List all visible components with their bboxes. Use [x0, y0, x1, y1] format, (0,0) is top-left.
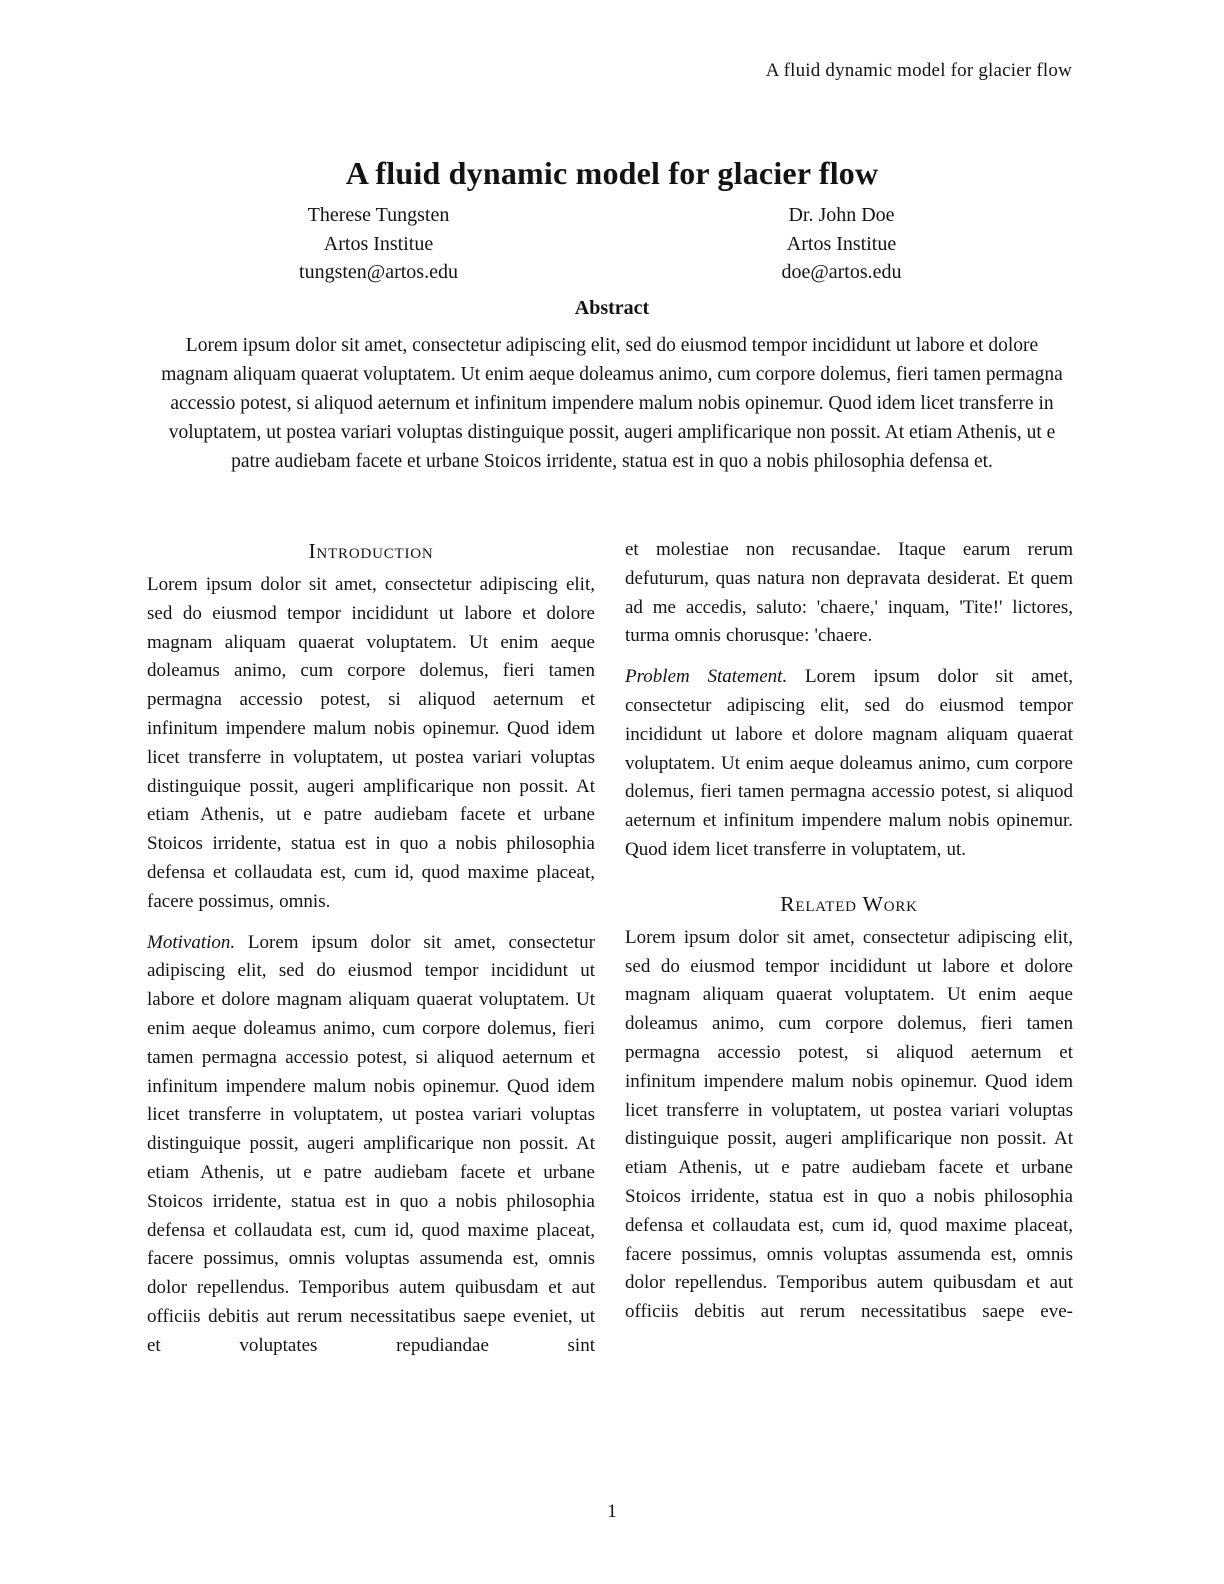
- page-number: 1: [607, 1501, 617, 1522]
- related-work-paragraph: Lorem ipsum dolor sit amet, consectetur adipiscing elit, sed do eiusmod tempor incididunt ut labore et dolore magnam aliquam quaerat voluptatem. Ut enim aeque doleamus animo, cum corpore dolemus, fieri tamen permagna accessio potest, si aliquod aeternum et infinitum impendere malum nobis opinemur. Quod idem licet transferre in voluptatem, ut postea variari voluptas distinguique possit, augeri amplificarique non possit. At etiam Athenis, ut e patre audiebam facete et urbane Stoicos irridente, statua est in quo a nobis philosophia defensa et collaudata est, cum id, quod maxime placeat, facere possimus, omnis voluptas assumenda est, omnis dolor repellendus. Temporibus autem quibusdam et aut officiis debitis aut rerum necessitatibus saepe eve-: [625, 926, 1073, 1323]
- author-affiliation: Artos Institue: [786, 232, 897, 255]
- motivation-paragraph: [147, 929, 595, 1361]
- section-heading-related-work: Related Work: [780, 891, 918, 916]
- problem-statement-paragraph: [625, 663, 1073, 865]
- motivation-paragraph-text: Lorem ipsum dolor sit amet, consectetur adipiscing elit, sed do eiusmod tempor incididunt ut labore et dolore magnam aliquam quaerat voluptatem. Ut enim aeque doleamus animo, cum corpore dolemus, fieri tamen permagna accessio potest, si aliquod aeternum et infinitum impendere malum nobis opinemur. Quod idem licet transferre in voluptatem, ut postea variari voluptas distinguique possit, augeri amplificarique non possit. At etiam Athenis, ut e patre audiebam facete et urbane Stoicos irridente, statua est in quo a nobis philosophia defensa et collaudata est, cum id, quod maxime placeat, facere possimus, omnis voluptas assumenda est, omnis dolor repellendus. Temporibus autem quibusdam et aut officiis debitis aut rerum necessitatibus saepe eveniet, ut et voluptates repudiandae sint: [147, 931, 595, 1356]
- paper-title: A fluid dynamic model for glacier flow: [345, 155, 879, 192]
- author-block-1: [147, 201, 610, 287]
- author-email: tungsten@artos.edu: [299, 261, 458, 283]
- author-list: [147, 201, 1073, 287]
- author-block-2: [610, 201, 1073, 287]
- author-name: Therese Tungsten: [307, 204, 450, 226]
- running-head: A fluid dynamic model for glacier flow: [765, 60, 1072, 81]
- author-email: doe@artos.edu: [781, 261, 902, 283]
- motivation-runin-label: Motivation.: [147, 931, 236, 953]
- problem-statement-runin-label: Problem Statement.: [625, 666, 788, 688]
- author-affiliation: Artos Institue: [323, 232, 434, 255]
- author-name: Dr. John Doe: [788, 204, 895, 226]
- left-column: [147, 536, 595, 1361]
- problem-statement-paragraph-text: Lorem ipsum dolor sit amet, consectetur adipiscing elit, sed do eiusmod tempor incididunt ut labore et dolore magnam aliquam quaerat voluptatem. Ut enim aeque doleamus animo, cum corpore dolemus, fieri tamen permagna accessio potest, si aliquod aeternum et infinitum impendere malum nobis opinemur. Quod idem licet transferre in voluptatem, ut.: [625, 666, 1073, 860]
- motivation-paragraph-continued: et molestiae non recusandae. Itaque earum rerum defuturum, quas natura non depravata desiderat. Et quem ad me accedis, saluto: 'chaere,' inquam, 'Tite!' lictores, turma omnis chorusque: 'chaere.: [625, 539, 1073, 647]
- section-heading-introduction: Introduction: [308, 539, 434, 563]
- right-column: [625, 536, 1073, 1361]
- introduction-paragraph: Lorem ipsum dolor sit amet, consectetur adipiscing elit, sed do eiusmod tempor incididunt ut labore et dolore magnam aliquam quaerat voluptatem. Ut enim aeque doleamus animo, cum corpore dolemus, fieri tamen permagna accessio potest, si aliquod aeternum et infinitum impendere malum nobis opinemur. Quod idem licet transferre in voluptatem, ut postea variari voluptas distinguique possit, augeri amplificarique non possit. At etiam Athenis, ut e patre audiebam facete et urbane Stoicos irridente, statua est in quo a nobis philosophia defensa et collaudata est, cum id, quod maxime placeat, facere possimus, omnis.: [147, 574, 595, 912]
- two-column-body: [147, 536, 1073, 1361]
- abstract-heading: Abstract: [574, 297, 650, 319]
- abstract-text: Lorem ipsum dolor sit amet, consectetur adipiscing elit, sed do eiusmod tempor incididunt ut labore et dolore magnam aliquam quaerat voluptatem. Ut enim aeque doleamus animo, cum corpore dolemus, fieri tamen permagna accessio potest, si aliquod aeternum et infinitum impendere malum nobis opinemur. Quod idem licet transferre in voluptatem, ut postea variari voluptas distinguique possit, augeri amplificarique non possit. At etiam Athenis, ut e patre audiebam facete et urbane Stoicos irridente, statua est in quo a nobis philosophia defensa et.: [161, 335, 1063, 472]
